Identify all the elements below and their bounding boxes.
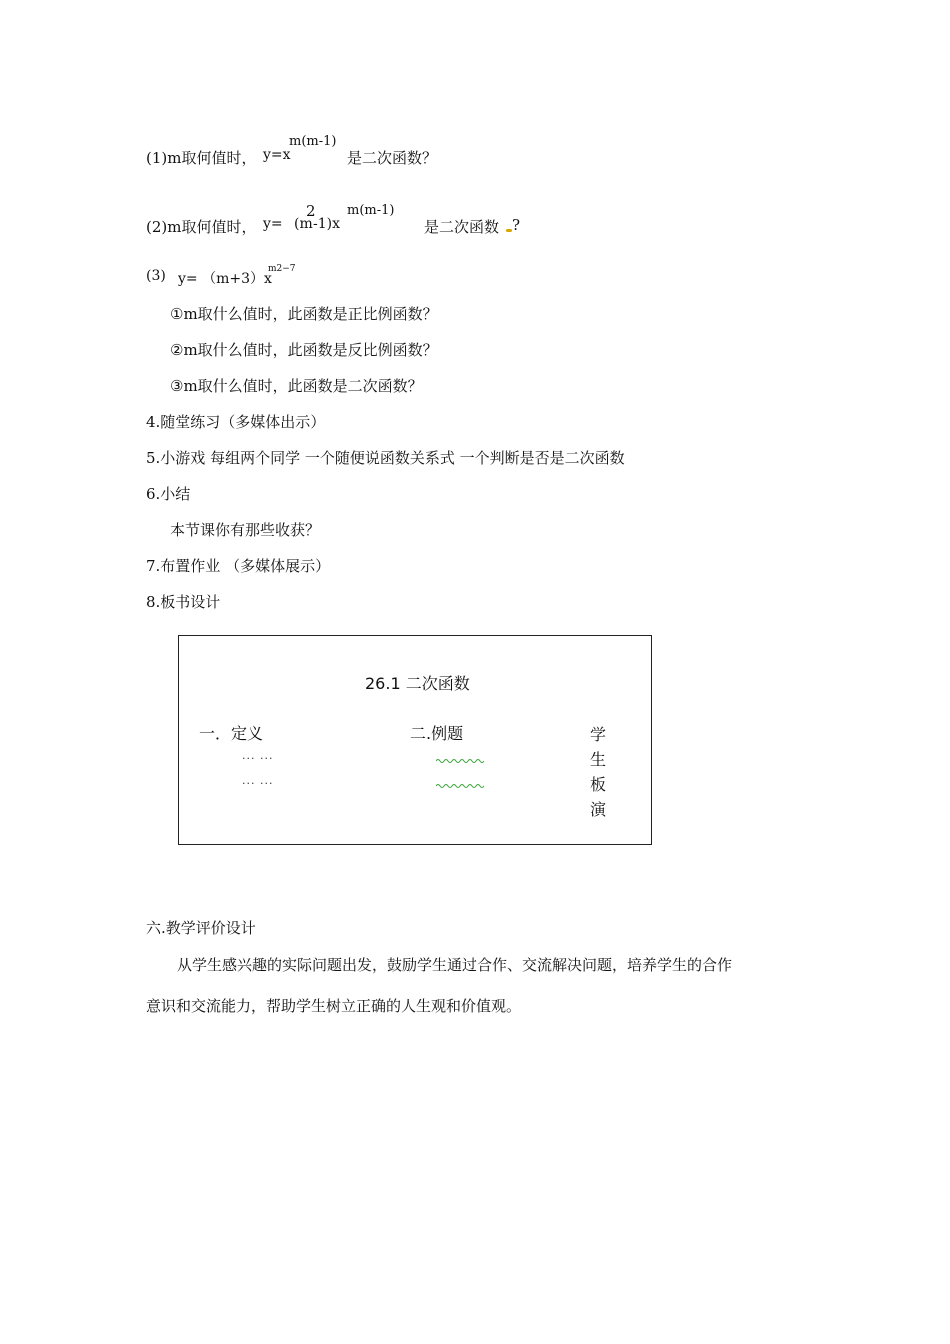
q2-suffix-end: ? [512,216,521,234]
board-vertical-char: 生 [590,750,607,769]
item-4: 4.随堂练习（多媒体出示） [146,413,326,431]
board-definition-heading: 一．定义 [199,724,264,743]
q1-prefix: (1)m取何值时， [146,149,257,167]
q2-exponent: m(m-1) [347,203,395,218]
q3-sub-2: ②m取什么值时，此函数是反比例函数？ [170,341,438,359]
board-vertical-char: 演 [590,800,607,819]
q3-sub-1: ①m取什么值时，此函数是正比例函数？ [170,305,438,323]
item-7: 7.布置作业 （多媒体展示） [146,557,331,575]
board-vertical-text [590,722,606,822]
board-dots-2: ··· ··· [242,777,274,790]
item-5: 5.小游戏 每组两个同学 一个随便说函数关系式 一个判断是否是二次函数 [146,449,625,467]
q1-lhs: y=x [263,147,291,163]
section-6-body-line-2: 意识和交流能力，帮助学生树立正确的人生观和价值观。 [146,997,522,1015]
board-design-box [178,635,652,845]
q3-exponent: m2−7 [268,264,296,274]
item-6: 6.小结 [146,485,191,503]
q2-suffix: 是二次函数 [424,218,500,236]
board-title: 26.1 二次函数 [365,674,470,693]
q3-label: (3) [146,268,166,284]
board-wavy-line-2 [436,783,486,789]
item-6-body: 本节课你有那些收获？ [170,521,321,539]
q2-coef-open: (m [294,216,313,232]
q3-sub-3: ③m取什么值时，此函数是二次函数？ [170,377,423,395]
section-6-body-line-1: 从学生感兴趣的实际问题出发，鼓励学生通过合作、交流解决问题，培养学生的合作 [177,956,733,974]
q2-coef-square: 2 [306,202,316,220]
board-vertical-char: 板 [590,775,607,794]
q2-prefix: (2)m取何值时， [146,218,257,236]
q2-lhs: y= [263,216,283,232]
board-vertical-char: 学 [590,725,607,744]
board-wavy-line-1 [436,758,486,764]
q3-expression: y= （m+3）x [178,271,272,287]
q1-suffix: 是二次函数？ [347,149,438,167]
board-example-heading: 二.例题 [410,724,464,743]
board-dots-1: ··· ··· [242,752,274,765]
section-6-heading: 六.教学评价设计 [146,919,256,937]
q2-coef-close: -1)x [313,216,340,232]
q1-exponent: m(m-1) [289,134,337,149]
item-8: 8.板书设计 [146,593,221,611]
